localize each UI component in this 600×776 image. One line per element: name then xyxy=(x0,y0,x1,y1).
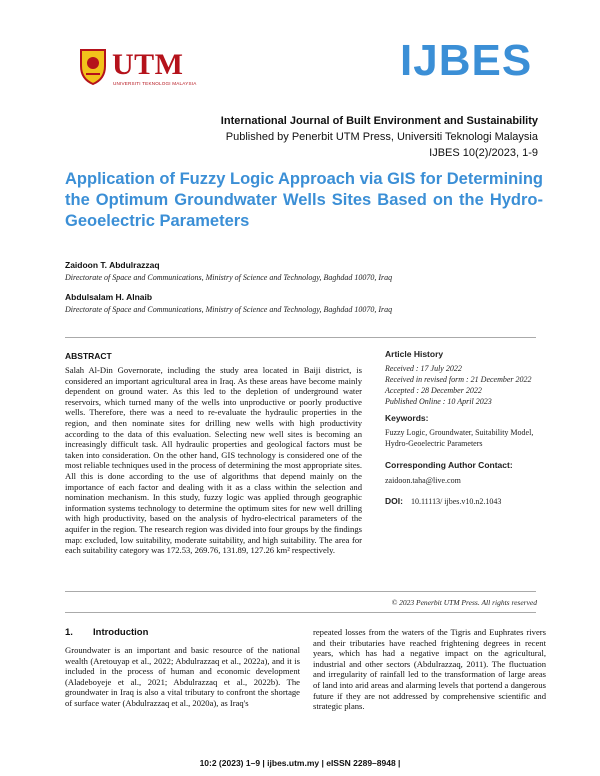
author-affiliation: Directorate of Space and Communications, Ministry of Science and Technology, Baghdad 10070, Iraq xyxy=(65,305,393,314)
article-history-heading: Article History xyxy=(385,349,444,359)
publisher: Published by Penerbit UTM Press, Universiti Teknologi Malaysia xyxy=(225,131,538,143)
abstract-heading: ABSTRACT xyxy=(65,351,112,361)
revised-date: Received in revised form : 21 December 2022 xyxy=(385,375,532,384)
doi-value[interactable]: 10.11113/ ijbes.v10.n2.1043 xyxy=(410,497,502,506)
journal-header xyxy=(221,113,538,161)
doi-label: DOI: xyxy=(385,496,403,506)
intro-column-1: Groundwater is an important and basic resource of the national wealth (Aretouyap et al., 2022; Abdulrazzaq et al., 2022a), and it is included in the process of human and economic development (Aladeboyeje et al., 2021; Abdulrazzaq et al., 2022b). The groundwater in Iraq is also a vital tributary to confront the shortage of surface water (Abdulrazzaq et al., 2020a), as Iraq's xyxy=(65,645,300,708)
doi-block xyxy=(385,491,555,509)
divider xyxy=(65,337,536,338)
corresponding-block xyxy=(385,460,555,486)
page-footer: 10:2 (2023) 1–9 | ijbes.utm.my | eISSN 2289–8948 | xyxy=(199,758,401,768)
divider xyxy=(65,591,536,592)
published-date: Published Online : 10 April 2023 xyxy=(385,397,492,406)
keywords-heading: Keywords: xyxy=(385,413,429,423)
copyright: © 2023 Penerbit UTM Press. All rights reserved xyxy=(391,598,537,607)
abstract-text: Salah Al-Din Governorate, including the study area located in Baiji district, is considered an important agricultural area in Iraq. As these areas have become mainly dependent on ground water. As this led to the depletion of underground water reservoirs, which turned many of the wells into unproductive or poorly productive wells. Therefore, there was a need to re-evaluate the hydraulic properties in the region, and then nominate sites for drilling new wells with high productivity according to the data of this evaluation. Selecting new well sites is becoming an increasingly difficult task. All hydraulic properties and geological factors must be taken into consideration. On the other hand, GIS technology is considered one of the most reliable techniques used in the process of determining the most appropriate sites. All this is done according to the use of algorithms that depend mainly on the importance of each factor and dealing with it as a class within the selection and nomination mechanism. In this study, fuzzy logic was applied through geographic information systems technology to determine the optimum sites for new well drilling with high productivity, based on the analysis of hydro-electrical parameters of the aquifer in the region. The research region was divided into four groups by the findings map: excluded, low suitability, moderate suitability, and high suitability. The area for each suitability category was 172.53, 269.76, 131.89, 127.26 km² respectively. xyxy=(65,365,362,556)
logo-name: UTM xyxy=(112,48,184,81)
author-block-1 xyxy=(65,260,392,282)
utm-crest-icon xyxy=(78,46,108,86)
author-name: Abdulsalam H. Alnaib xyxy=(65,292,153,302)
journal-name: International Journal of Built Environment and Sustainability xyxy=(220,115,538,127)
utm-logo xyxy=(78,44,198,96)
accepted-date: Accepted : 28 December 2022 xyxy=(385,386,482,395)
intro-number: 1. xyxy=(65,627,73,638)
logo-subtitle: UNIVERSITI TEKNOLOGI MALAYSIA xyxy=(113,81,197,86)
intro-column-2: repeated losses from the waters of the Tigris and Euphrates rivers and their tributaries have reached frightening degrees in recent years, which has had a negative impact on the agricultural, industrial and other sectors (Abdulrazzaq, 2011). The fluctuation and irregularity of rainfall led to the transformation of large areas of land into arid areas and alarming levels that portend a dangerous future if they are not addressed by comprehensive scientific and strategic plans. xyxy=(313,627,546,712)
keywords-block xyxy=(385,413,550,449)
intro-title: Introduction xyxy=(93,627,149,638)
corresponding-heading: Corresponding Author Contact: xyxy=(385,460,513,470)
issue: IJBES 10(2)/2023, 1-9 xyxy=(429,147,538,159)
author-block-2 xyxy=(65,292,392,314)
intro-heading xyxy=(65,627,148,638)
keywords-text: Fuzzy Logic, Groundwater, Suitability Model, Hydro-Geoelectric Parameters xyxy=(385,428,534,448)
divider xyxy=(65,612,536,613)
article-history xyxy=(385,349,550,407)
received-date: Received : 17 July 2022 xyxy=(385,364,462,373)
paper-title: Application of Fuzzy Logic Approach via GIS for Determining the Optimum Groundwater Wells Sites Based on the Hydro-Geoelectric Parameters xyxy=(65,170,543,230)
author-affiliation: Directorate of Space and Communications, Ministry of Science and Technology, Baghdad 10070, Iraq xyxy=(65,273,393,282)
corresponding-email[interactable]: zaidoon.taha@live.com xyxy=(385,476,461,485)
journal-brand: IJBES xyxy=(400,36,533,85)
author-name: Zaidoon T. Abdulrazzaq xyxy=(65,260,160,270)
